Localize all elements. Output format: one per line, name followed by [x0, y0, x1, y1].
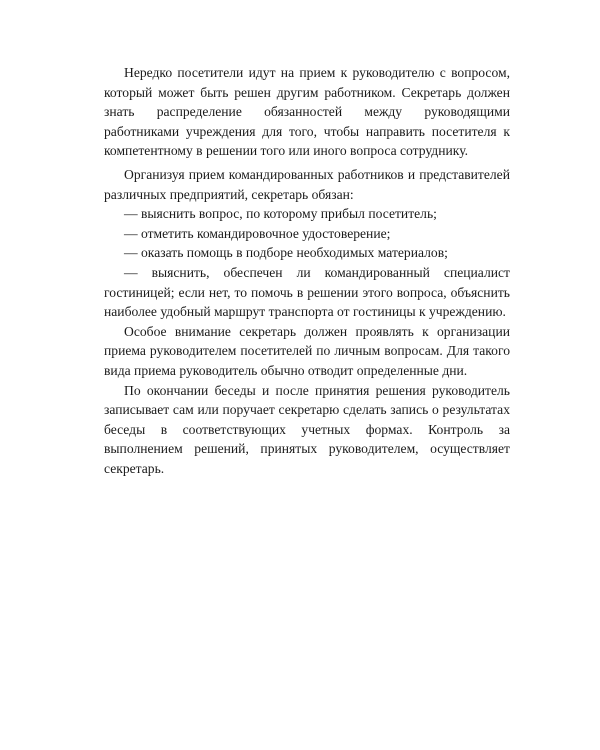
personal-questions-paragraph: Особое внимание секретарь должен проявлять к организации приема руководителем посетителей по личным вопросам. Для такого вида приема руководитель обычно отводит определенные дни. — [104, 323, 510, 378]
list-item: — оказать помощь в подборе необходимых материалов; — [124, 245, 448, 261]
list-item: — отметить командировочное удостоверение; — [124, 225, 391, 241]
list-item: — выяснить, обеспечен ли командированный специалист гостиницей; если нет, то помочь в решении этого вопроса, объяснить наиболее удобный маршрут транспорта от гостиницы к учреждению. — [104, 264, 510, 320]
after-meeting-paragraph: По окончании беседы и после принятия решения руководитель записывает сам или поручает секретарю сделать запись о результатах беседы в соответствующих учетных формах. Контроль за выполнением решений, принятых руководителем, осуществляет секретарь. — [104, 382, 510, 476]
section-intro-paragraph: Организуя прием командированных работников и представителей различных предприятий, секретарь обязан: — [104, 167, 510, 202]
intro-paragraph: Нередко посетители идут на прием к руководителю с вопросом, который может быть решен другим работником. Секретарь должен знать распределение обязанностей между руководящими работниками учреждения для того, чтобы направить посетителя к компетентному в решении того или иного вопроса сотруднику. — [104, 65, 510, 159]
list-item: — выяснить вопрос, по которому прибыл посетитель; — [124, 206, 437, 222]
main-text-block — [104, 165, 510, 479]
intro-text-block — [104, 63, 510, 161]
